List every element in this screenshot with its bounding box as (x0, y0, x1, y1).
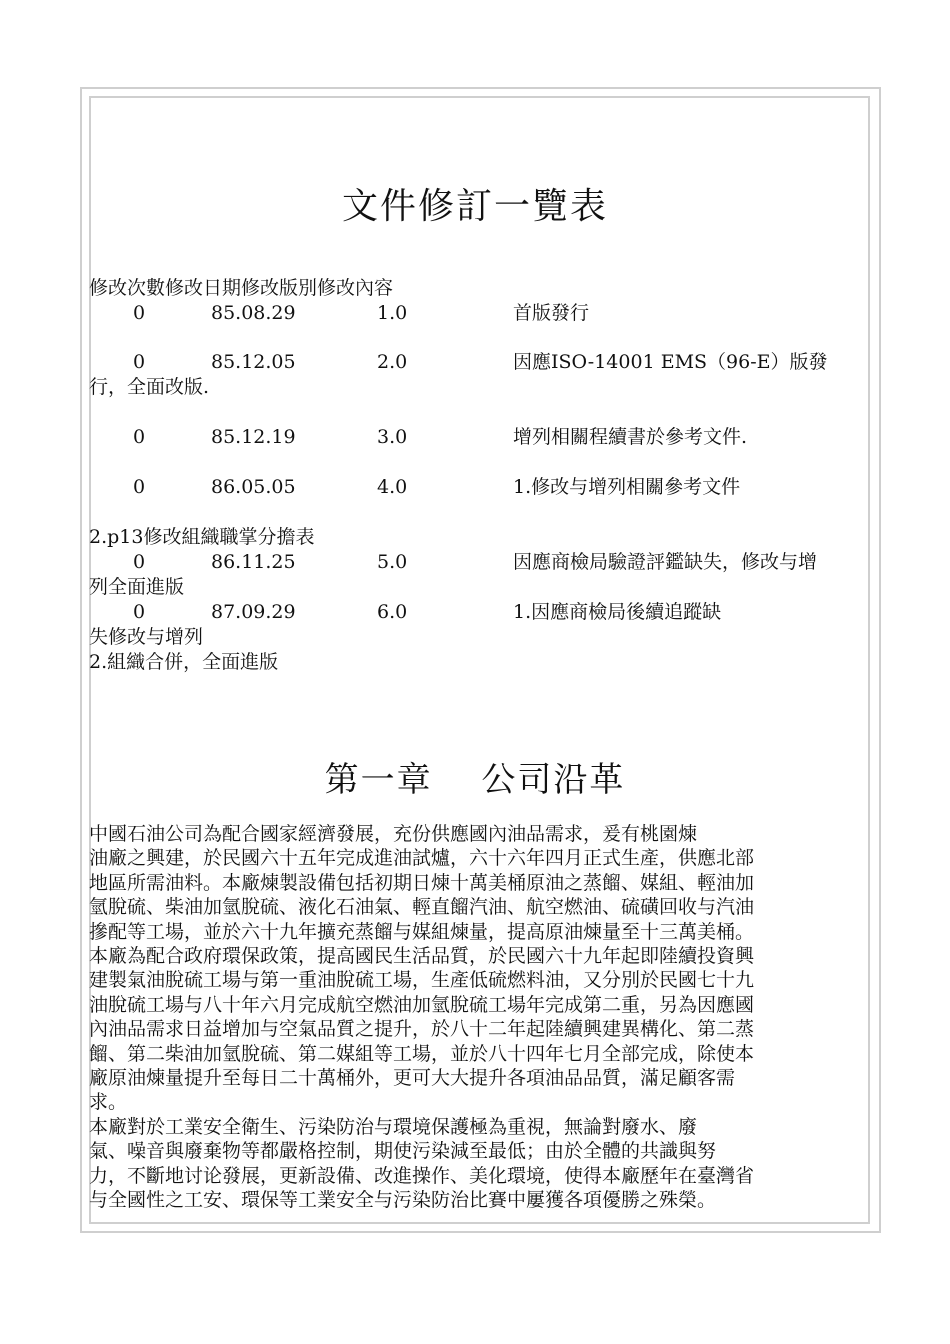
table-row (89, 475, 879, 500)
history-line: 力，不斷地讨论發展，更新設備、改進操作、美化環境，使得本廠歷年在臺灣省 (89, 1164, 755, 1187)
revision-version: 2.0 (377, 351, 408, 373)
revision-date: 86.11.25 (211, 551, 296, 573)
revision-count: 0 (133, 551, 146, 573)
revision-content-continuation: 失修改与增列 (89, 626, 204, 648)
history-line: 氫脫硫、柴油加氫脫硫、液化石油氣、輕直餾汽油、航空燃油、硫磺回收与汽油 (89, 896, 755, 919)
history-line: 中國石油公司為配合國家經濟發展，充份供應國內油品需求，爰有桃園煉 (89, 823, 698, 845)
history-line: 建製氣油脫硫工場与第一重油脫硫工場，生產低硫燃料油，又分別於民國七十九 (89, 969, 755, 992)
revision-content-continuation: 行，全面改版. (89, 376, 210, 398)
revision-version: 6.0 (377, 601, 408, 623)
revision-content-continuation: 列全面進版 (89, 576, 185, 598)
history-line: 氣、噪音與廢棄物等都嚴格控制，期使污染減至最低；由於全體的共識與努 (89, 1140, 717, 1163)
revision-table-header: 修改次數修改日期修改版別修改內容 (89, 277, 394, 299)
revision-count: 0 (133, 302, 146, 324)
history-line: 內油品需求日益增加与空氣品質之提升，於八十二年起陸續興建異構化、第二蒸 (89, 1018, 755, 1041)
history-line: 与全國性之工安、環保等工業安全与污染防治比賽中屢獲各項優勝之殊榮。 (89, 1189, 717, 1212)
table-row (89, 350, 879, 375)
revision-count: 0 (133, 351, 146, 373)
history-line: 油脫硫工場与八十年六月完成航空燃油加氫脫硫工場年完成第二重，另為因應國 (89, 993, 755, 1016)
revision-date: 85.12.05 (211, 351, 296, 373)
history-line: 油廠之興建，於民國六十五年完成進油試爐，六十六年四月正式生產，供應北部 (89, 847, 755, 870)
revision-content: 因應商檢局驗證評鑑缺失，修改与增 (513, 551, 818, 573)
revision-content: 1.因應商檢局後續追蹤缺 (513, 601, 722, 623)
revision-version: 4.0 (377, 476, 408, 498)
revision-date: 87.09.29 (211, 601, 296, 623)
history-line: 本廠為配合政府環保政策，提高國民生活品質，於民國六十九年起即陸續投資興 (89, 945, 755, 968)
revision-content-continuation: 2.p13修改組織職掌分擔表 (89, 526, 315, 548)
company-history-text (89, 822, 874, 1213)
history-line: 餾、第二柴油加氫脫硫、第二媒組等工場，並於八十四年七月全部完成，除使本 (89, 1042, 755, 1065)
chapter-title: 第一章 公司沿革 (324, 760, 626, 800)
revision-date: 85.12.19 (211, 426, 296, 448)
revision-table-title: 文件修訂一覽表 (341, 186, 608, 227)
revision-date: 86.05.05 (211, 476, 296, 498)
revision-content: 首版發行 (513, 302, 590, 324)
history-line: 求。 (89, 1091, 128, 1114)
history-line: 廠原油煉量提升至每日二十萬桶外，更可大大提升各項油品品質，滿足顧客需 (89, 1067, 736, 1090)
history-line: 摻配等工場，並於六十九年擴充蒸餾与媒組煉量，提高原油煉量至十三萬美桶。 (89, 920, 755, 943)
table-row (89, 600, 879, 625)
history-line: 本廠對於工業安全衛生、污染防治与環境保護極為重視，無論對廢水、廢 (89, 1115, 698, 1138)
revision-count: 0 (133, 476, 146, 498)
revision-count: 0 (133, 601, 146, 623)
revision-count: 0 (133, 426, 146, 448)
revision-content: 因應ISO-14001 EMS（96-E）版發 (513, 351, 828, 373)
table-row (89, 301, 879, 326)
revision-date: 85.08.29 (211, 302, 296, 324)
revision-content: 1.修改与增列相關參考文件 (513, 476, 741, 498)
revision-content-continuation: 2.組織合併，全面進版 (89, 651, 279, 673)
revision-version: 3.0 (377, 426, 408, 448)
revision-version: 1.0 (377, 302, 408, 324)
table-row (89, 425, 879, 450)
revision-content: 增列相關程續書於參考文件. (513, 426, 748, 448)
table-row (89, 550, 879, 575)
history-line: 地區所需油料。本廠煉製設備包括初期日煉十萬美桶原油之蒸餾、媒組、輕油加 (89, 871, 755, 894)
revision-version: 5.0 (377, 551, 408, 573)
